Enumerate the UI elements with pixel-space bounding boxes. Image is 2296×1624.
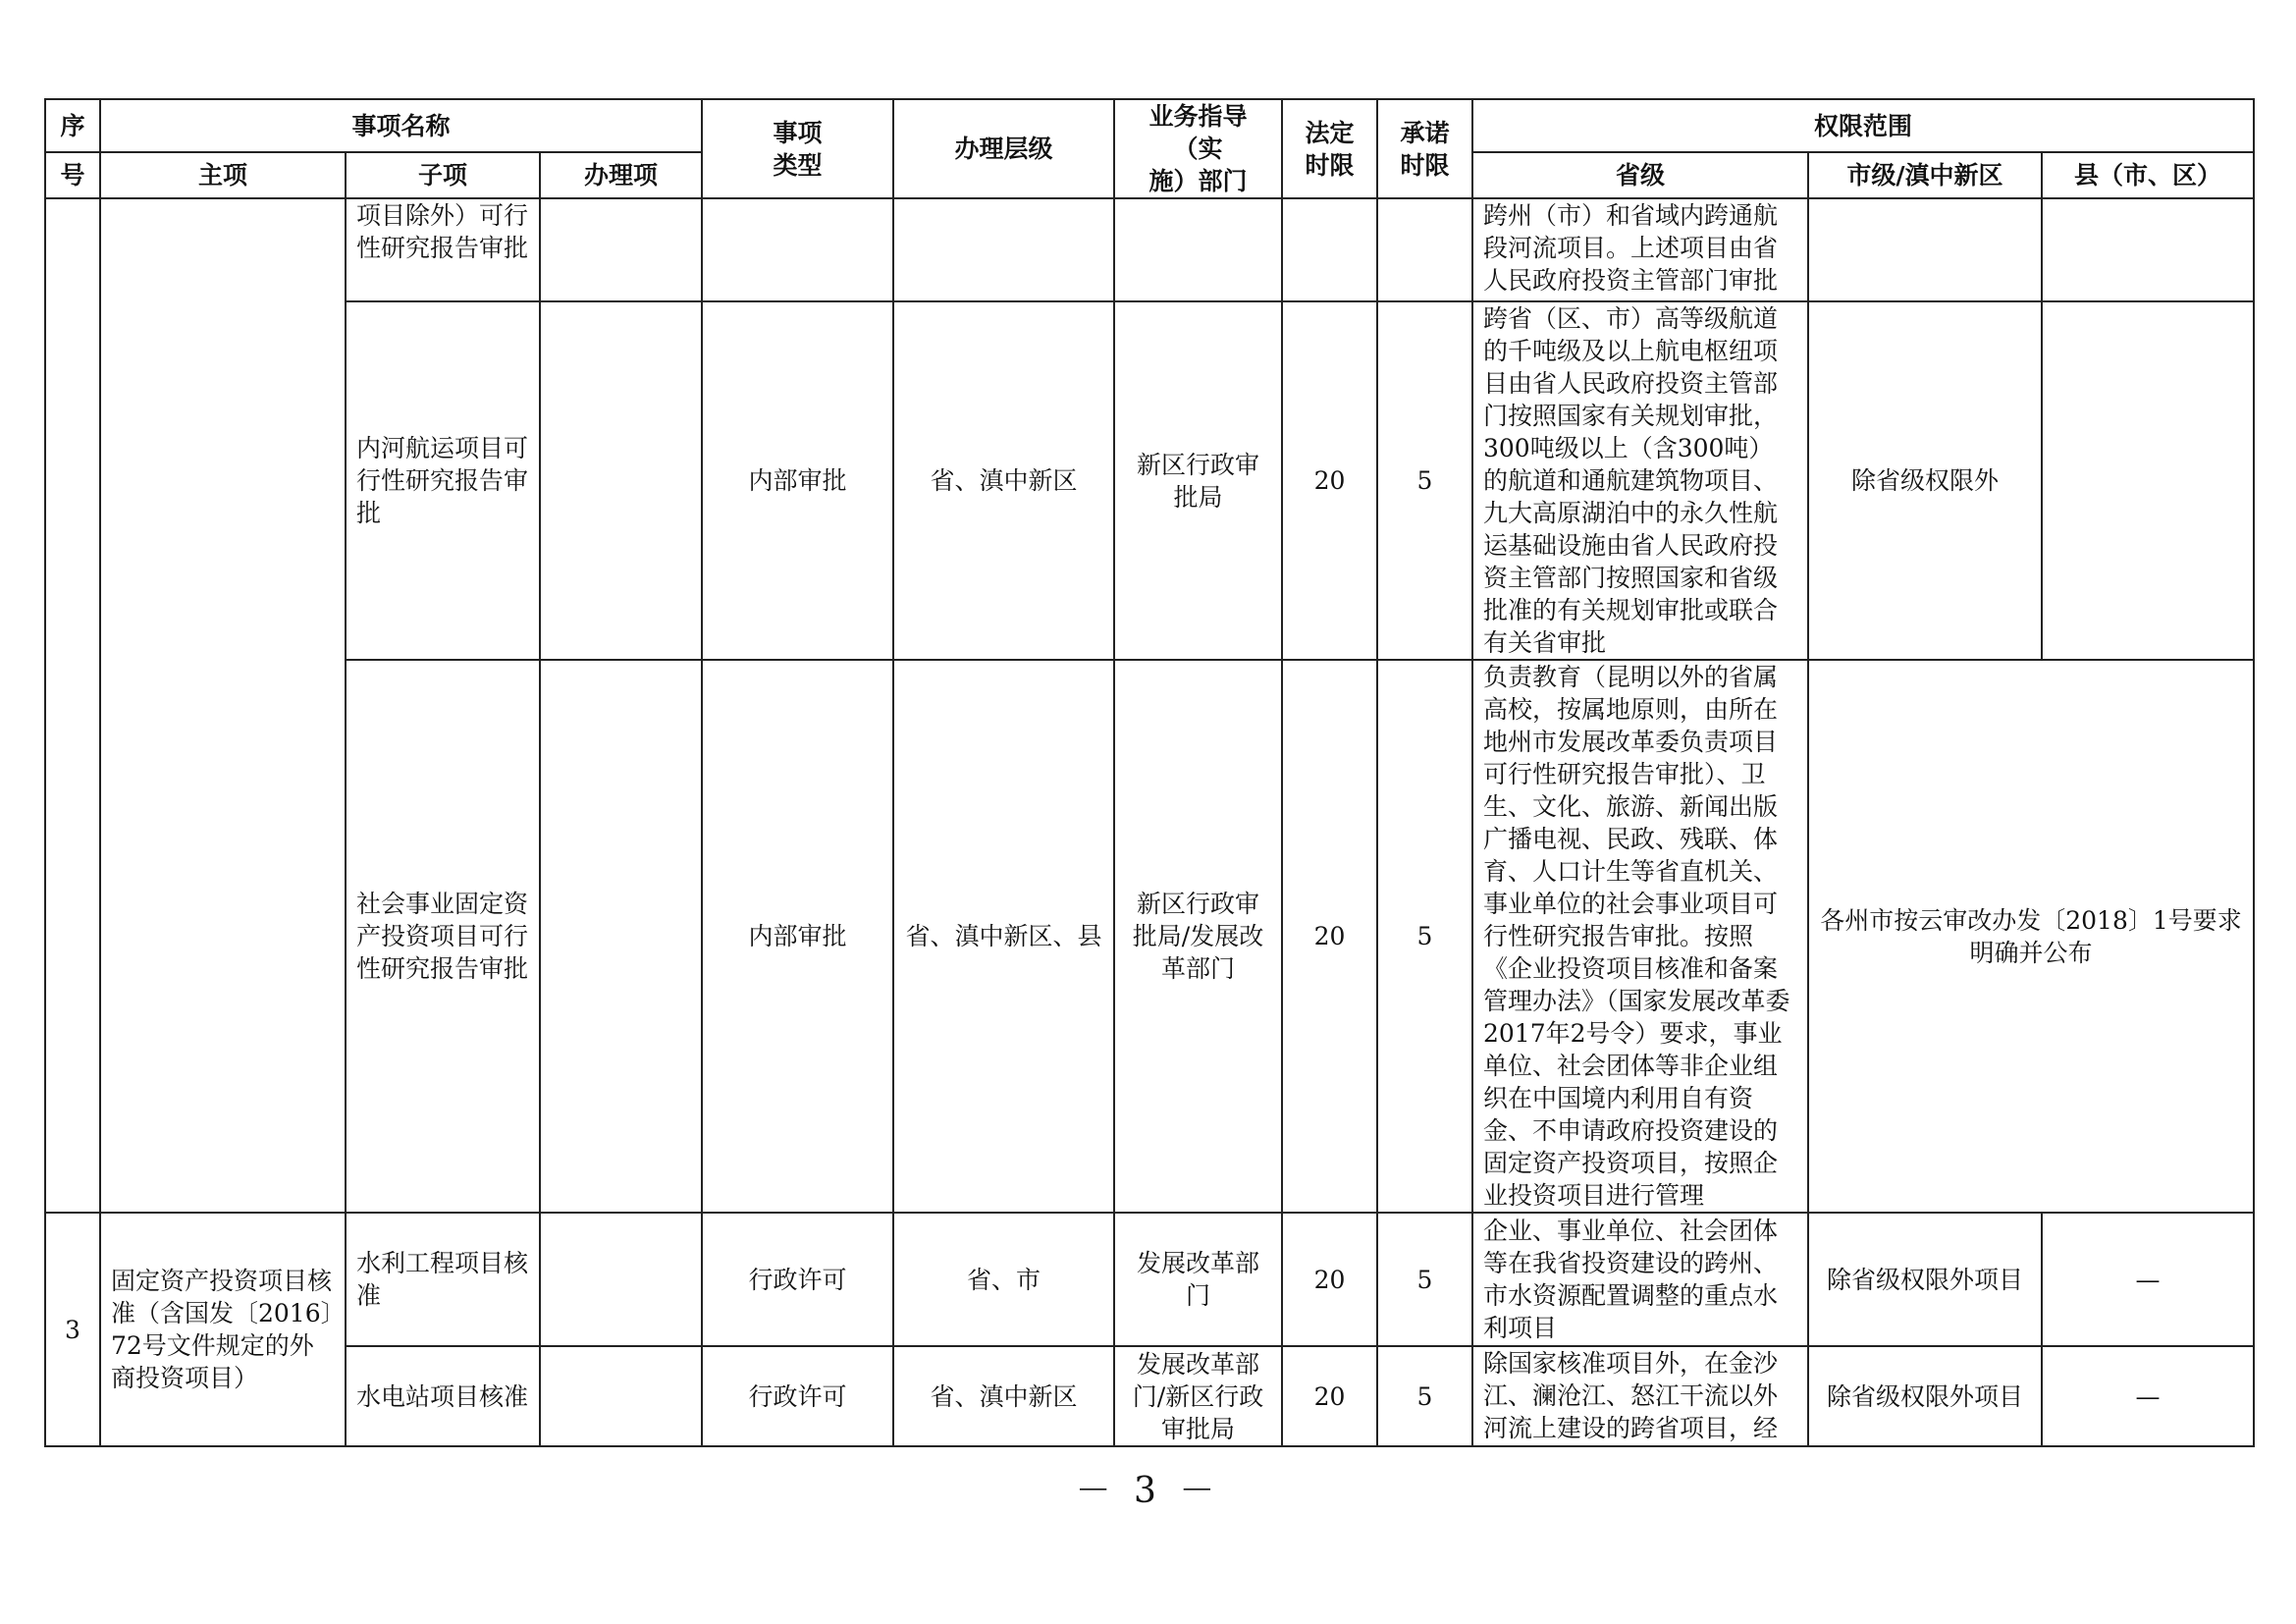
level-cell: 省、滇中新区、县 [893,660,1114,1213]
handle-level-header: 办理层级 [893,99,1114,198]
header-row-1 [45,99,2254,152]
promise-limit-cell: 5 [1377,1213,1472,1346]
promise-limit-cell: 5 [1377,660,1472,1213]
legal-limit-cell: 20 [1282,1346,1377,1446]
main-item-cell: 固定资产投资项目核准（含国发〔2016〕72号文件规定的外商投资项目） [100,1213,346,1446]
level-cell [893,198,1114,301]
city-cell: 除省级权限外 [1808,301,2042,660]
province-cell: 除国家核准项目外，在金沙江、澜沧江、怒江干流以外河流上建设的跨省项目，经 [1472,1346,1808,1446]
city-cell [1808,198,2042,301]
type-cell: 行政许可 [702,1346,893,1446]
seq-cell: 3 [45,1213,100,1446]
county-cell: — [2042,1346,2254,1446]
province-cell: 跨省（区、市）高等级航道的千吨级及以上航电枢纽项目由省人民政府投资主管部门按照国家有关规划审批，300吨级以上（含300吨）的航道和通航建筑物项目、九大高原湖泊中的永久性航运基础设施由省人民政府投资主管部门按照国家和省级批准的有关规划审批或联合有关省审批 [1472,301,1808,660]
sub-item-header: 子项 [346,152,540,198]
legal-limit-cell: 20 [1282,660,1377,1213]
province-cell: 企业、事业单位、社会团体等在我省投资建设的跨州、市水资源配置调整的重点水利项目 [1472,1213,1808,1346]
legal-limit-cell [1282,198,1377,301]
table-row [45,301,2254,660]
promise-limit-cell: 5 [1377,1346,1472,1446]
city-county-cell: 各州市按云审改办发〔2018〕1号要求明确并公布 [1808,660,2254,1213]
authority-table [44,98,2255,1447]
table-row [45,660,2254,1213]
type-cell: 行政许可 [702,1213,893,1346]
main-item-header: 主项 [100,152,346,198]
handle-item-cell [540,198,702,301]
province-cell: 跨州（市）和省域内跨通航段河流项目。上述项目由省人民政府投资主管部门审批 [1472,198,1808,301]
city-cell: 除省级权限外项目 [1808,1213,2042,1346]
promise-limit-cell: 5 [1377,301,1472,660]
table-row [45,1346,2254,1446]
type-cell [702,198,893,301]
seq-header: 序 [45,99,100,152]
type-cell: 内部审批 [702,301,893,660]
legal-limit-cell: 20 [1282,1213,1377,1346]
page-number: － 3 － [1075,1471,1221,1511]
dept-cell: 发展改革部门 [1114,1213,1282,1346]
sub-item-cell: 内河航运项目可行性研究报告审批 [346,301,540,660]
province-header: 省级 [1472,152,1808,198]
table-row [45,1213,2254,1346]
handle-item-cell [540,1346,702,1446]
dept-cell: 新区行政审批局/发展改革部门 [1114,660,1282,1213]
handle-item-cell [540,301,702,660]
legal-limit-cell: 20 [1282,301,1377,660]
sub-item-cell: 水电站项目核准 [346,1346,540,1446]
province-cell: 负责教育（昆明以外的省属高校，按属地原则，由所在地州市发展改革委负责项目可行性研究报告审批）、卫生、文化、旅游、新闻出版广播电视、民政、残联、体育、人口计生等省直机关、事业单位的社会事业项目可行性研究报告审批。按照《企业投资项目核准和备案管理办法》（国家发展改革委2017年2号令）要求，事业单位、社会团体等非企业组织在中国境内利用自有资金、不申请政府投资建设的固定资产投资项目，按照企业投资项目进行管理 [1472,660,1808,1213]
dept-cell [1114,198,1282,301]
item-name-header: 事项名称 [100,99,702,152]
level-cell: 省、滇中新区 [893,1346,1114,1446]
promise-limit-header: 承诺 时限 [1377,99,1472,198]
handle-item-cell [540,1213,702,1346]
authority-scope-header: 权限范围 [1472,99,2254,152]
handle-item-header: 办理项 [540,152,702,198]
guide-dept-header: 业务指导（实 施）部门 [1114,99,1282,198]
sub-item-cell: 水利工程项目核准 [346,1213,540,1346]
main-item-cell [100,198,346,1213]
seq-header-2: 号 [45,152,100,198]
county-header: 县（市、区） [2042,152,2254,198]
dept-cell: 新区行政审批局 [1114,301,1282,660]
city-cell: 除省级权限外项目 [1808,1346,2042,1446]
sub-item-cell: 社会事业固定资产投资项目可行性研究报告审批 [346,660,540,1213]
dept-cell: 发展改革部门/新区行政审批局 [1114,1346,1282,1446]
handle-item-cell [540,660,702,1213]
county-cell: — [2042,1213,2254,1346]
level-cell: 省、市 [893,1213,1114,1346]
seq-cell [45,198,100,1213]
table-row [45,198,2254,301]
level-cell: 省、滇中新区 [893,301,1114,660]
county-cell [2042,198,2254,301]
type-cell: 内部审批 [702,660,893,1213]
promise-limit-cell [1377,198,1472,301]
city-header: 市级/滇中新区 [1808,152,2042,198]
county-cell [2042,301,2254,660]
legal-limit-header: 法定 时限 [1282,99,1377,198]
item-type-header: 事项 类型 [702,99,893,198]
sub-item-cell: 项目除外）可行性研究报告审批 [346,198,540,301]
